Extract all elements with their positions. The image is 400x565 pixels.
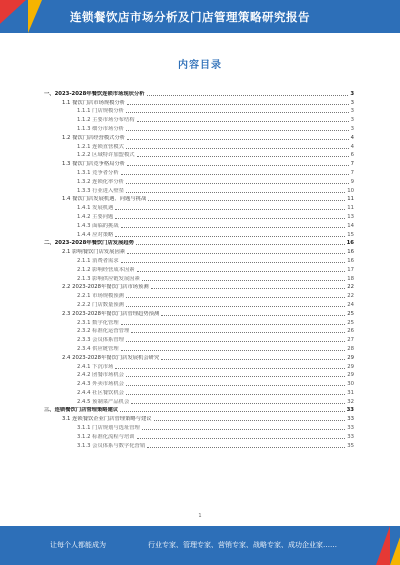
toc-leader-dots [126, 306, 345, 307]
toc-entry[interactable] [44, 255, 354, 264]
toc-leader-dots [121, 350, 346, 351]
toc-entry[interactable] [44, 370, 354, 379]
toc-leader-dots [120, 411, 344, 412]
toc-entry-page: 9 [350, 178, 354, 185]
toc-entry[interactable] [44, 114, 354, 123]
toc-entry[interactable] [44, 378, 354, 387]
toc-leader-dots [126, 376, 345, 377]
toc-entry-page: 33 [347, 425, 354, 432]
toc-entry[interactable] [44, 361, 354, 370]
toc-entry-label: 1.2.1 连锁直营模式 [77, 143, 124, 150]
toc-entry-page: 30 [347, 381, 354, 388]
toc-entry-page: 4 [350, 134, 354, 141]
toc-entry[interactable] [44, 405, 354, 414]
toc-leader-dots [161, 359, 345, 360]
toc-leader-dots [147, 95, 349, 96]
toc-entry-label: 一、2023-2028年餐饮连锁市场现状分析 [44, 90, 145, 97]
toc-entry-page: 15 [347, 231, 354, 238]
toc-entry[interactable] [44, 290, 354, 299]
footer-yellow-stripe [390, 526, 400, 565]
toc-entry[interactable] [44, 167, 354, 176]
toc-entry-page: 7 [350, 169, 354, 176]
footer-red-stripe [376, 526, 390, 565]
toc-entry[interactable] [44, 308, 354, 317]
page-header [0, 0, 400, 33]
toc-entry[interactable] [44, 176, 354, 185]
toc-entry[interactable] [44, 123, 354, 132]
toc-entry-page: 29 [347, 354, 354, 361]
toc-entry[interactable] [44, 317, 354, 326]
toc-entry[interactable] [44, 334, 354, 343]
toc-leader-dots [127, 104, 349, 105]
toc-entry[interactable] [44, 343, 354, 352]
toc-entry-label: 3.1.3 会员体系与数字化营销 [77, 442, 146, 449]
header-red-stripe [0, 0, 26, 33]
toc-entry-page: 28 [347, 345, 354, 352]
toc-leader-dots [136, 244, 345, 245]
table-of-contents [44, 88, 354, 449]
toc-entry-label: 1.3.2 连锁化率分析 [77, 178, 124, 185]
toc-entry-label: 1.4.4 应对策略 [77, 231, 114, 238]
toc-leader-dots [148, 200, 345, 201]
toc-entry[interactable] [44, 299, 354, 308]
toc-entry-label: 2.2.1 市场规模预测 [77, 293, 124, 300]
toc-entry-label: 2.4 2023-2028年餐饮门店发展机会研究 [62, 354, 160, 361]
toc-entry[interactable] [44, 396, 354, 405]
toc-entry-page: 16 [347, 257, 354, 264]
toc-entry-page: 3 [350, 117, 354, 124]
toc-leader-dots [115, 218, 345, 219]
toc-entry[interactable] [44, 141, 354, 150]
toc-entry-page: 10 [347, 187, 354, 194]
toc-entry-page: 3 [350, 125, 354, 132]
toc-entry[interactable] [44, 440, 354, 449]
toc-leader-dots [137, 438, 346, 439]
toc-entry-page: 29 [347, 372, 354, 379]
toc-entry-label: 1.4 餐饮门店发展机遇、问题与挑战 [62, 196, 147, 203]
toc-entry-page: 7 [350, 161, 354, 168]
toc-leader-dots [126, 130, 349, 131]
toc-entry-page: 24 [347, 301, 354, 308]
toc-leader-dots [115, 368, 345, 369]
toc-entry-label: 2.3.2 标准化运营管理 [77, 328, 130, 335]
toc-entry-page: 31 [347, 389, 354, 396]
toc-entry-page: 29 [347, 363, 354, 370]
toc-entry[interactable] [44, 220, 354, 229]
toc-entry-label: 1.3 餐饮门店竞争格局分析 [62, 161, 126, 168]
toc-entry[interactable] [44, 264, 354, 273]
toc-leader-dots [154, 420, 346, 421]
toc-entry-page: 33 [347, 433, 354, 440]
toc-leader-dots [126, 394, 345, 395]
toc-entry-label: 2.2.2 门店数量预测 [77, 301, 124, 308]
toc-entry-page: 22 [347, 284, 354, 291]
toc-entry[interactable] [44, 238, 354, 247]
toc-entry-label: 1.1.2 主要市场分布结构 [77, 117, 135, 124]
toc-leader-dots [126, 148, 349, 149]
toc-entry[interactable] [44, 326, 354, 335]
header-yellow-stripe [28, 0, 42, 33]
toc-entry-label: 2.1.1 消费者需求 [77, 257, 119, 264]
toc-entry-page: 3 [350, 90, 354, 97]
toc-entry[interactable] [44, 352, 354, 361]
toc-entry-label: 二、2023-2028年餐饮门店发展趋势 [44, 240, 134, 247]
toc-entry-label: 2.3.1 数字化管理 [77, 319, 119, 326]
toc-leader-dots [131, 332, 345, 333]
toc-entry[interactable] [44, 202, 354, 211]
toc-entry[interactable] [44, 282, 354, 291]
toc-entry-label: 3.1.2 标准化流程与培训 [77, 433, 135, 440]
toc-entry-label: 2.4.2 团餐市场机会 [77, 372, 124, 379]
toc-entry-label: 2.3.3 会员体系管理 [77, 337, 124, 344]
toc-heading: 内容目录 [178, 60, 222, 71]
toc-entry[interactable] [44, 106, 354, 115]
toc-leader-dots [137, 271, 346, 272]
toc-entry-label: 2.1 影响餐饮门店发展因素 [62, 249, 126, 256]
toc-entry-page: 6 [350, 152, 354, 159]
toc-entry-label: 2.4.4 社区餐饮机会 [77, 389, 124, 396]
toc-entry-label: 2.4.5 预制菜产品机会 [77, 398, 130, 405]
toc-entry-page: 16 [346, 240, 354, 247]
toc-entry-page: 14 [347, 222, 354, 229]
toc-leader-dots [126, 192, 345, 193]
toc-entry[interactable] [44, 150, 354, 159]
toc-entry-label: 2.3 2023-2028年餐饮门店管理趋势预测 [62, 310, 160, 317]
toc-leader-dots [137, 156, 349, 157]
toc-entry-label: 2.4.3 外卖市场机会 [77, 381, 124, 388]
page-footer [0, 526, 400, 565]
toc-entry-label: 1.2 餐饮门店经营模式分析 [62, 134, 126, 141]
toc-entry-label: 1.1 餐饮门店市场规模分析 [62, 99, 126, 106]
toc-entry-page: 32 [347, 398, 354, 405]
toc-leader-dots [151, 288, 346, 289]
toc-leader-dots [121, 227, 346, 228]
toc-entry[interactable] [44, 132, 354, 141]
toc-entry-page: 33 [346, 407, 354, 414]
toc-leader-dots [121, 174, 349, 175]
toc-leader-dots [126, 341, 345, 342]
toc-leader-dots [126, 112, 349, 113]
toc-entry[interactable] [44, 422, 354, 431]
toc-entry-label: 1.1.1 门店规模分析 [77, 108, 124, 115]
toc-entry-page: 33 [347, 416, 354, 423]
toc-entry[interactable] [44, 211, 354, 220]
toc-leader-dots [126, 183, 349, 184]
toc-leader-dots [126, 385, 345, 386]
toc-entry-page: 3 [350, 108, 354, 115]
toc-entry-page: 11 [347, 196, 354, 203]
toc-leader-dots [115, 209, 345, 210]
toc-entry-label: 1.4.1 发展机遇 [77, 205, 114, 212]
toc-entry-label: 2.1.3 影响供应链发展因素 [77, 275, 140, 282]
toc-leader-dots [131, 403, 345, 404]
toc-entry-page: 27 [347, 337, 354, 344]
toc-leader-dots [142, 429, 345, 430]
toc-entry[interactable] [44, 413, 354, 422]
toc-entry-page: 35 [347, 442, 354, 449]
toc-entry-page: 22 [347, 293, 354, 300]
toc-entry-page: 11 [347, 205, 354, 212]
toc-entry-page: 26 [347, 328, 354, 335]
toc-entry-label: 1.4.3 面临的挑战 [77, 222, 119, 229]
page-number: 1 [198, 513, 202, 519]
toc-entry[interactable] [44, 431, 354, 440]
toc-entry[interactable] [44, 229, 354, 238]
toc-entry-page: 3 [350, 99, 354, 106]
toc-leader-dots [142, 280, 345, 281]
toc-leader-dots [121, 262, 346, 263]
toc-entry[interactable] [44, 97, 354, 106]
toc-entry-label: 3.1.1 门店规划与选址管理 [77, 425, 140, 432]
toc-entry[interactable] [44, 246, 354, 255]
toc-entry-label: 1.3.1 竞争者分析 [77, 169, 119, 176]
report-title: 连锁餐饮店市场分析及门店管理策略研究报告 [70, 10, 310, 24]
footer-prefix: 让每个人都能成为 [50, 541, 106, 549]
toc-entry-label: 3.1 连锁餐饮企业门店管理策略与建议 [62, 416, 152, 423]
toc-entry-page: 25 [347, 319, 354, 326]
toc-entry-label: 1.4.2 主要问题 [77, 213, 114, 220]
toc-entry-label: 1.1.3 细分市场分析 [77, 125, 124, 132]
toc-leader-dots [121, 324, 346, 325]
toc-entry-label: 2.4.1 下沉市场 [77, 363, 114, 370]
toc-entry[interactable] [44, 387, 354, 396]
toc-entry-page: 25 [347, 310, 354, 317]
toc-entry[interactable] [44, 88, 354, 97]
toc-entry-page: 16 [347, 249, 354, 256]
toc-leader-dots [127, 165, 349, 166]
toc-entry[interactable] [44, 185, 354, 194]
toc-entry[interactable] [44, 158, 354, 167]
toc-entry-page: 13 [347, 213, 354, 220]
toc-entry-page: 4 [350, 143, 354, 150]
toc-leader-dots [127, 139, 349, 140]
toc-leader-dots [115, 236, 345, 237]
toc-entry-label: 1.2.2 区域特许加盟模式 [77, 152, 135, 159]
toc-entry-label: 1.3.3 行业进入壁垒 [77, 187, 124, 194]
toc-leader-dots [147, 447, 345, 448]
toc-entry-label: 2.2 2023-2028年餐饮门店市场预测 [62, 284, 149, 291]
toc-entry[interactable] [44, 194, 354, 203]
toc-entry-label: 三、连锁餐饮门店管理策略建议 [44, 407, 119, 414]
toc-entry-page: 18 [347, 275, 354, 282]
toc-entry-label: 2.3.4 供应链管理 [77, 345, 119, 352]
toc-leader-dots [126, 297, 345, 298]
toc-entry-label: 2.1.2 影响经营成本因素 [77, 266, 135, 273]
toc-entry-page: 17 [347, 266, 354, 273]
footer-slogan: 行业专家、管理专家、营销专家、战略专家、成功企业家…… [148, 541, 337, 549]
toc-leader-dots [161, 315, 345, 316]
toc-entry[interactable] [44, 273, 354, 282]
toc-leader-dots [137, 121, 349, 122]
toc-leader-dots [127, 253, 345, 254]
